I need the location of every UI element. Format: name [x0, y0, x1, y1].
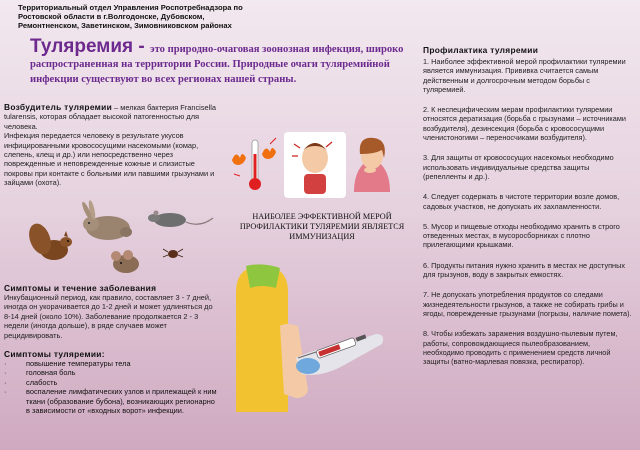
course-heading: Симптомы и течение заболевания [4, 283, 157, 293]
symptoms-section [4, 349, 219, 415]
vaccination-svg [236, 262, 422, 412]
symptom-item: · головная боль [4, 368, 219, 377]
thermometer-icon [232, 138, 276, 190]
header-line: Территориальный отдел Управления Роспотребнадзора по [18, 3, 243, 12]
symptom-svg [222, 130, 422, 200]
tick-icon [163, 249, 183, 258]
prevention-item: 3. Для защиты от кровососущих насекомых необходимо использовать индивидуальные средства защиты (репелленты и др.). [423, 153, 614, 181]
prevention-item: 2. К неспецифическим мерам профилактики туляремии относятся дератизация (борьба с грызунами – источниками возбудителя), дезинсекция (борьба с кровососущими членистоногими – переносчиками возбудителя). [423, 105, 626, 143]
vaccination-illustration [236, 262, 422, 412]
mouse-icon [111, 250, 139, 273]
title-dash: - [133, 36, 150, 57]
pathogen-section [4, 103, 219, 188]
prevention-item: 6. Продукты питания нужно хранить в местах не доступных для грызунов, воду в закрытых емкостях. [423, 260, 625, 280]
symptoms-heading: Симптомы туляремии: [4, 349, 105, 359]
agency-header [18, 3, 318, 31]
headache-icon [284, 132, 346, 198]
prevention-item: 5. Мусор и пищевые отходы необходимо хранить в строго отведенных местах, в мусоросборниках с плотно прилегающими крышками. [423, 221, 620, 250]
rat-icon [148, 211, 213, 228]
prevention-item: 4. Следует содержать в чистоте территории возле домов, садовых участков, не допускать их захламленности. [423, 192, 620, 211]
title-text: это природно-очаговая зоонозная инфекция, широко распространенная на территории России. Природные очаги туляремийной инфекции существуют во всех регионах нашей страны. [30, 44, 404, 85]
immunization-banner: НАИБОЛЕЕ ЭФФЕКТИВНОЙ МЕРОЙ ПРОФИЛАКТИКИ ТУЛЯРЕМИИ ЯВЛЯЕТСЯ ИММУНИЗАЦИЯ [239, 212, 405, 241]
squirrel-icon [25, 221, 72, 260]
symptoms-list [4, 359, 219, 415]
prevention-section [423, 45, 633, 377]
course-body: Инкубационный период, как правило, составляет 3 - 7 дней, иногда он укорачивается до 1-2 дней и может удлиняться до 8-14 дней (около 10%). Заболевание продолжается 2 - 3 недели (иногда дольше), в ряде случаев может рецидивировать. [4, 293, 213, 340]
symptom-illustrations [222, 130, 422, 200]
prevention-item: 1. Наиболее эффективной мерой профилактики туляремии является иммунизация. Прививка считается самым действенным и долгосрочным методом борьбы с туляремией. [423, 57, 626, 94]
symptom-item: · воспаление лимфатических узлов и прилежащей к ним ткани (образование бубона), возникающих регионарно в зависимости от «входных ворот» инфекции. [4, 387, 219, 415]
animals-svg [8, 196, 223, 282]
pathogen-body: Инфекция передается человеку в результате укусов инфицированными кровососущими насекомыми (комар, слепень, клещ и др.) или непосредственно через поврежденные и неповрежденные кожные и слизистые покровы при контакте с больными или павшими грызунами и зайцами (охота). [4, 131, 215, 188]
course-section [4, 283, 219, 340]
pathogen-paragraph [4, 103, 219, 131]
header-line: Ростовской области в г.Волгодонске, Дубовском, [18, 12, 205, 22]
shirt-shape [236, 266, 288, 412]
prevention-item: 7. Не допускать употребления продуктов со следами жизнедеятельности грызунов, а также не собирать грибы и ягоды, поврежденные грызунами (погрызы, наличие помета). [423, 290, 632, 318]
prevention-item: 8. Чтобы избежать заражения воздушно-пылевым путем, работы, сопровождающиеся пылеобразованием, необходимо проводить с применением средств личной защиты (ватно-марлевая повязка, респиратор). [423, 329, 618, 367]
prevention-heading: Профилактика туляремии [423, 45, 539, 55]
symptom-item: · слабость [4, 378, 219, 387]
woman-sick-icon [354, 138, 390, 192]
symptom-item: · повышение температуры тела [4, 359, 219, 368]
sleeve-shape [246, 264, 280, 288]
title-word: Туляремия [30, 36, 134, 57]
header-line: Ремонтненском, Заветинском, Зимовниковском районах [18, 21, 232, 31]
pathogen-heading: Возбудитель туляремии [4, 102, 113, 112]
title-block [30, 36, 410, 86]
rabbit-icon [81, 200, 132, 240]
pathogen-intro: – мелкая бактерия Francisella tularensis, которая обладает высокой патогенностью для человека. [4, 103, 217, 131]
animal-illustrations [8, 196, 223, 282]
glove-icon [296, 358, 320, 374]
